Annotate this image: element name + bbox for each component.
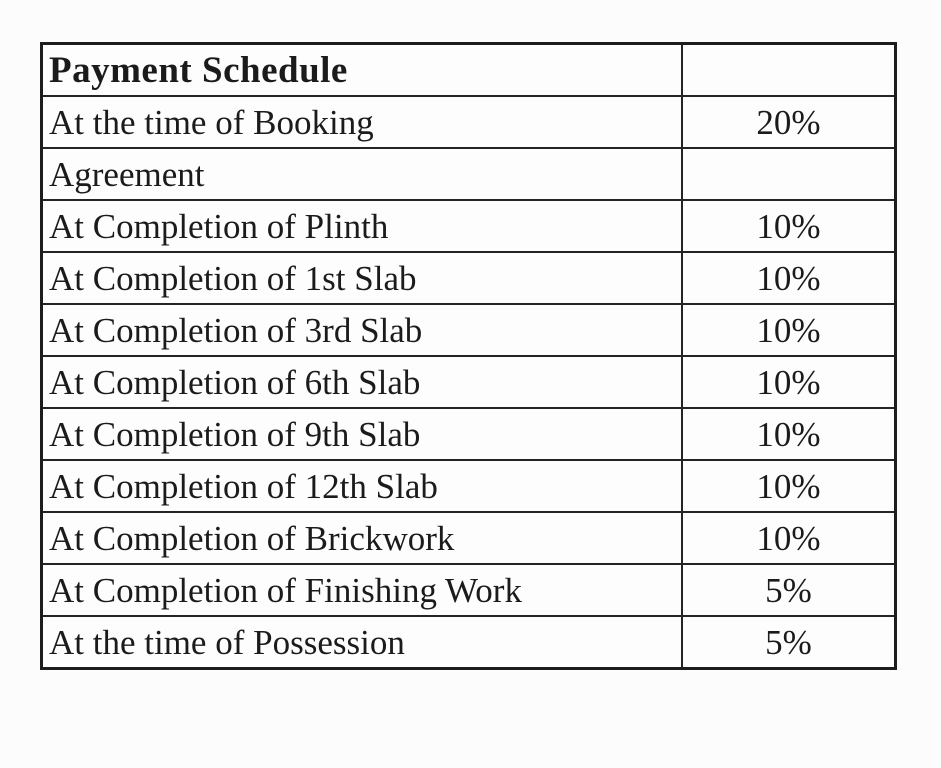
payment-schedule-body xyxy=(42,44,896,669)
table-row xyxy=(42,460,896,512)
milestone-cell: At the time of Booking xyxy=(42,96,683,148)
milestone-cell: At Completion of 9th Slab xyxy=(42,408,683,460)
payment-schedule-document xyxy=(40,42,897,670)
table-row xyxy=(42,200,896,252)
table-header-row xyxy=(42,44,896,97)
table-row xyxy=(42,304,896,356)
table-title: Payment Schedule xyxy=(42,44,683,97)
table-row xyxy=(42,408,896,460)
milestone-cell: At Completion of Finishing Work xyxy=(42,564,683,616)
percentage-cell: 20% xyxy=(682,96,896,148)
percentage-cell: 5% xyxy=(682,564,896,616)
table-row xyxy=(42,148,896,200)
table-row xyxy=(42,252,896,304)
milestone-cell: At Completion of Brickwork xyxy=(42,512,683,564)
milestone-cell: Agreement xyxy=(42,148,683,200)
percentage-cell: 10% xyxy=(682,304,896,356)
table-row xyxy=(42,616,896,669)
percentage-cell: 10% xyxy=(682,200,896,252)
percentage-cell: 10% xyxy=(682,460,896,512)
milestone-cell: At Completion of 3rd Slab xyxy=(42,304,683,356)
percentage-cell: 10% xyxy=(682,356,896,408)
milestone-cell: At Completion of Plinth xyxy=(42,200,683,252)
milestone-cell: At Completion of 6th Slab xyxy=(42,356,683,408)
table-title-value-cell xyxy=(682,44,896,97)
table-row xyxy=(42,512,896,564)
milestone-cell: At Completion of 12th Slab xyxy=(42,460,683,512)
table-row xyxy=(42,564,896,616)
percentage-cell xyxy=(682,148,896,200)
table-row xyxy=(42,96,896,148)
milestone-cell: At Completion of 1st Slab xyxy=(42,252,683,304)
payment-schedule-table xyxy=(40,42,897,670)
percentage-cell: 10% xyxy=(682,512,896,564)
milestone-cell: At the time of Possession xyxy=(42,616,683,669)
percentage-cell: 10% xyxy=(682,408,896,460)
table-row xyxy=(42,356,896,408)
percentage-cell: 10% xyxy=(682,252,896,304)
percentage-cell: 5% xyxy=(682,616,896,669)
